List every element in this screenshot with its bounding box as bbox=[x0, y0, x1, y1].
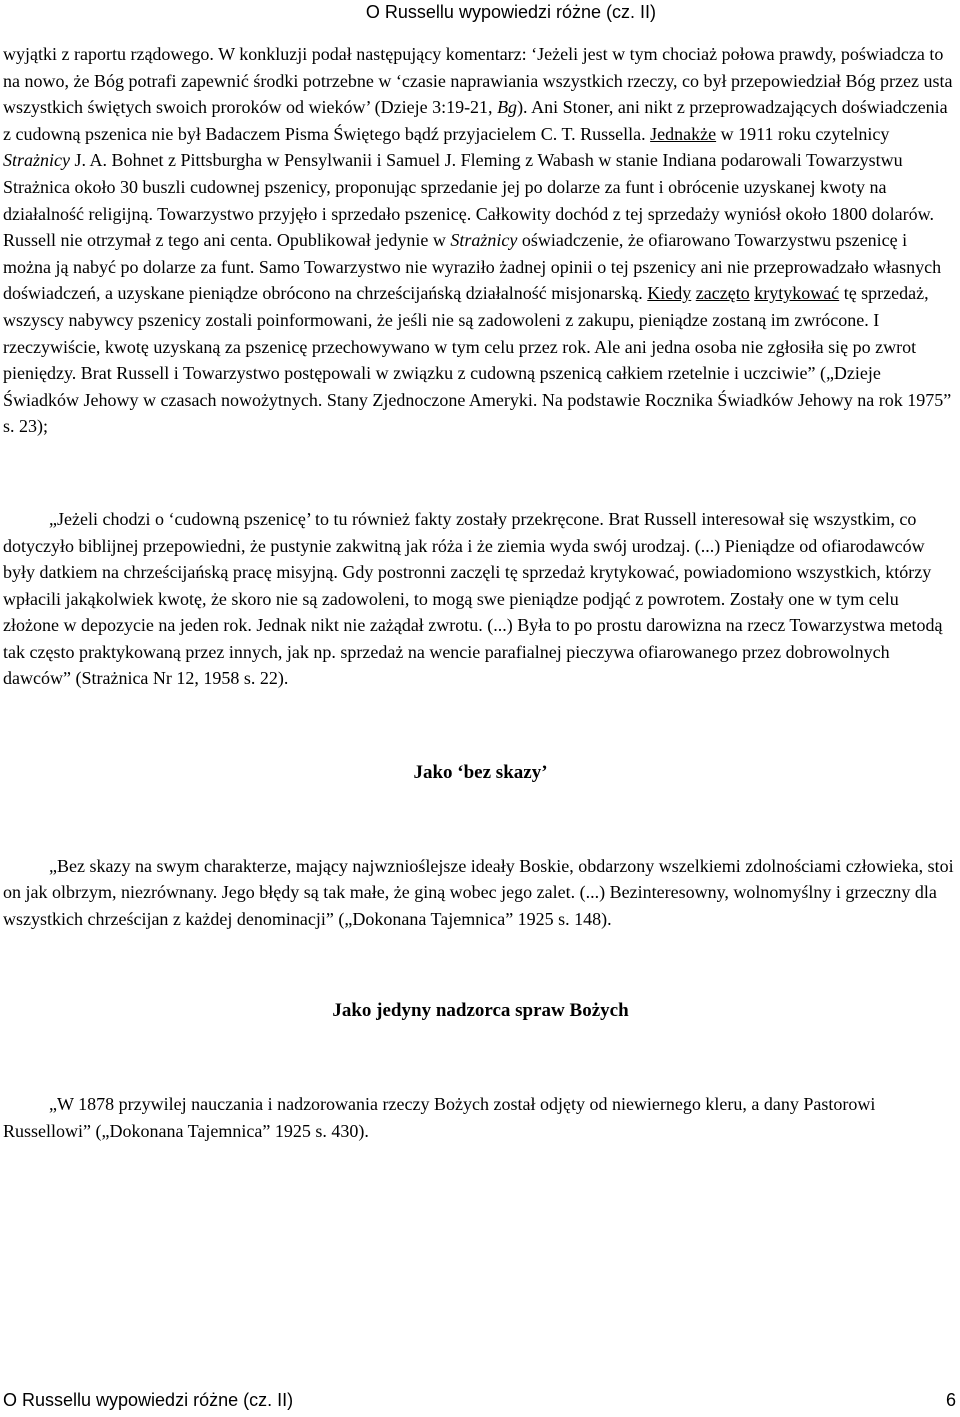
page-footer-title: O Russellu wypowiedzi różne (cz. II) bbox=[3, 1390, 294, 1410]
document-body bbox=[3, 41, 958, 1144]
underlined-word: krytykować bbox=[754, 283, 840, 304]
paragraph-miracle-wheat-quote: „Jeżeli chodzi o ‘cudowną pszenicę’ to tu również fakty zostały przekręcone. Brat Russell interesował się wszystkim, co dotyczyło biblijnej przepowiedni, że pustynie zakwitną jak róża i że ziemia wyda swój urodzaj. (...) Pieniądze od ofiarodawców były datkiem na chrześcijańską pracę misyjną. Gdy postronni zaczęli tę sprzedaż krytykować, powiadomiono wszystkich, którzy wpłacili jakąkolwiek kwotę, że skoro nie są zadowoleni, to mogą swe pieniądze podjąć z powrotem. Zostały one w tym celu złożone w depozycie na jeden rok. Jednak nikt nie zażądał zwrotu. (...) Była to po prostu darowizna na rzecz Towarzystwa metodą tak często praktykowaną przez innych, jak np. sprzedaż na wencie parafialnej pieczywa ofiarowanego przez dobrowolnych dawców” (Strażnica Nr 12, 1958 s. 22). bbox=[3, 508, 943, 689]
section-heading-without-blemish: Jako ‘bez skazy’ bbox=[413, 762, 548, 784]
underlined-word: zaczęto bbox=[695, 283, 750, 304]
paragraph-government-report: wyjątki z raportu rządowego. W konkluzji podał następujący komentarz: ‘Jeżeli jest w tym chociaż połowa prawdy, poświadcza to na nowo, że Bóg potrafi zapewnić środki potrzebne w ‘czasie naprawiania wszystkich rzeczy, co był przepowiedział Bóg przez usta wszystkich świętych swoich proroków od wieków’ (Dzieje 3:19-21, Bg). Ani Stoner, ani nikt z przeprowadzających doświadczenia z cudowną pszenica nie był Badaczem Pisma Świętego bądź przyjacielem C. T. Russella. Jednakże w 1911 roku czytelnicy Strażnicy J. A. Bohnet z Pittsburgha w Pensylwanii i Samuel J. Fleming z Wabash w stanie Indiana podarowali Towarzystwu Strażnica około 30 buszli cudownej pszenicy, proponując sprzedanie jej po dolarze za funt i obrócenie uzyskanej kwoty na działalność religijną. Towarzystwo przyjęło i sprzedało pszenicę. Całkowity dochód z tej sprzedaży wyniósł około 1800 dolarów. Russell nie otrzymał z tego ani centa. Opublikował jedynie w Strażnicy oświadczenie, że ofiarowano Towarzystwu pszenicę i można ją nabyć po dolarze za funt. Samo Towarzystwo nie wyraziło żadnej opinii o tej pszenicy ani nie przeprowadzało własnych doświadczeń, a uzyskane pieniądze obrócono na chrześcijańską działalność misjonarską. Kiedy zaczęto krytykować tę sprzedaż, wszyscy nabywcy pszenicy zostali poinformowani, że jeśli nie są zadowoleni z zakupu, pieniądze zostaną im zwrócone. I rzeczywiście, kwotę uzyskaną za pszenicę przechowywano w tym celu przez rok. Ale ani jedna osoba nie zgłosiła się po zwrot pieniędzy. Brat Russell i Towarzystwo postępowali w związku z cudowną pszenicą całkiem rzetelnie i uczciwie” („Dzieje Świadków Jehowy w czasach nowożytnych. Stany Zjednoczone Ameryki. Na podstawie Rocznika Świadków Jehowy na rok 1975” s. 23); bbox=[3, 44, 953, 437]
paragraph-without-blemish-quote: „Bez skazy na swym charakterze, mający najwznioślejsze ideały Boskie, obdarzony wszelkiemi zdolnościami człowieka, stoi on jak olbrzym, niezrównany. Jego błędy są tak małe, że giną wobec jego zalet. (...) Bezinteresowny, wolnomyślny i grzeczny dla wszystkich chrześcijan z każdej denominacji” („Dokonana Tajemnica” 1925 s. 148). bbox=[3, 855, 954, 929]
underlined-word: Kiedy bbox=[647, 283, 692, 304]
paragraph-sole-overseer-quote: „W 1878 przywilej nauczania i nadzorowania rzeczy Bożych został odjęty od niewiernego kleru, a dany Pastorowi Russellowi” („Dokonana Tajemnica” 1925 s. 430). bbox=[3, 1094, 876, 1141]
page-number: 6 bbox=[945, 1390, 956, 1410]
underlined-word: Jednakże bbox=[650, 123, 717, 144]
page-header-title: O Russellu wypowiedzi różne (cz. II) bbox=[365, 2, 656, 22]
section-heading-sole-overseer: Jako jedyny nadzorca spraw Bożych bbox=[332, 1000, 629, 1022]
